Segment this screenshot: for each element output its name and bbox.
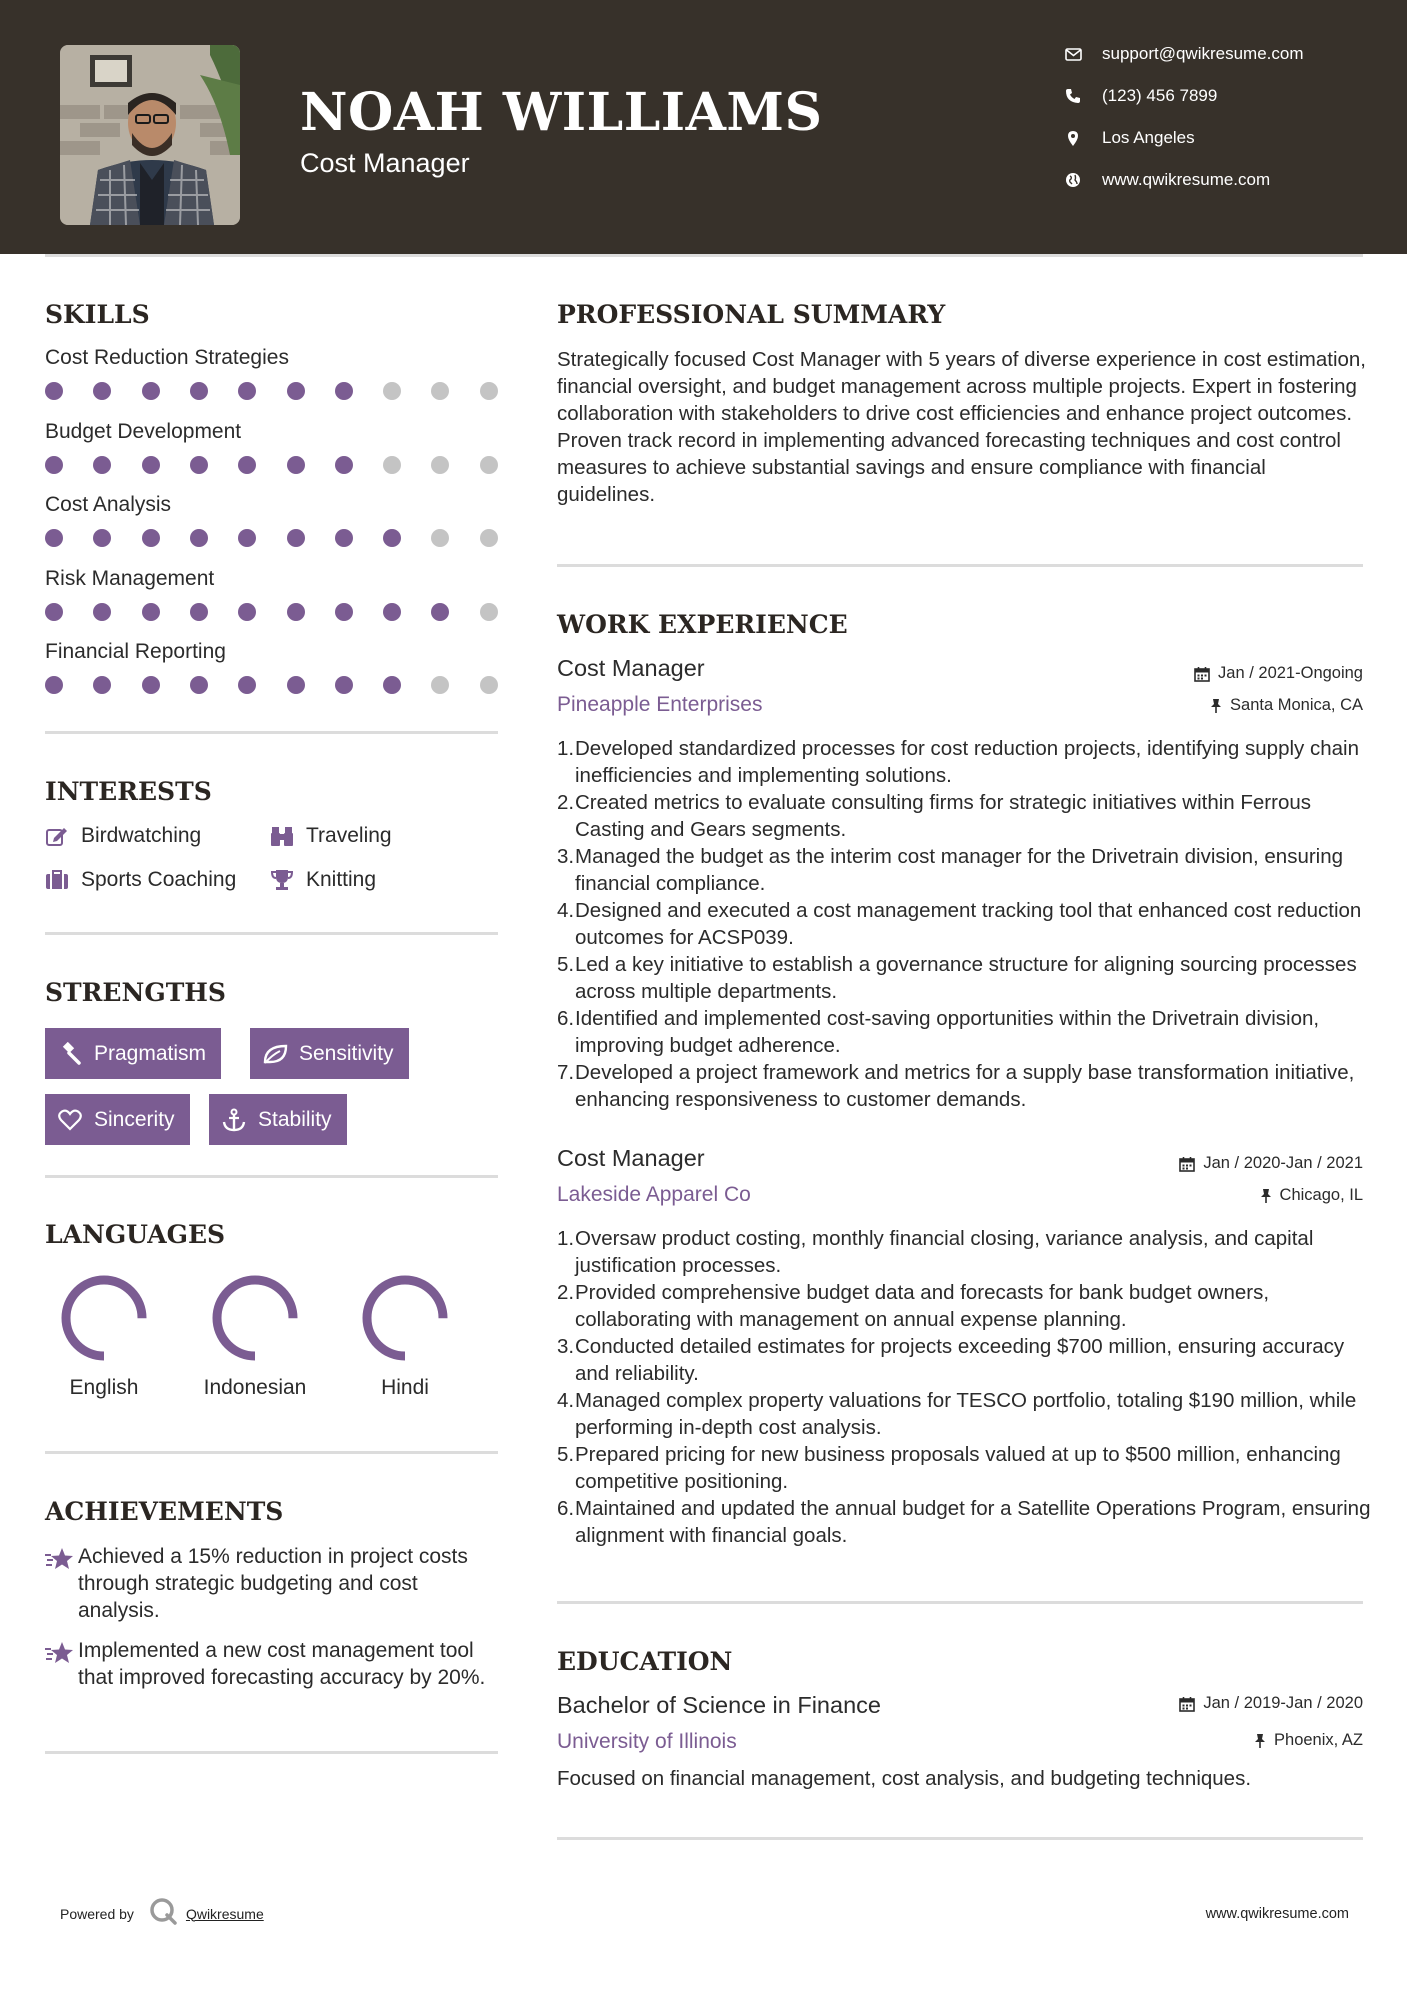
contact-location [1063,124,1195,152]
skill-name: Financial Reporting [45,640,226,663]
job-dates [1179,1154,1363,1173]
education-dates [1179,1694,1363,1713]
achievement-text: Implemented a new cost management tool that improved forecasting accuracy by 20%. [78,1639,486,1689]
rating-dot-filled [287,529,305,547]
job-dates-text: Jan / 2021-Ongoing [1218,664,1363,682]
rating-dot-filled [142,456,160,474]
skill-rating [45,603,505,623]
rating-dot-filled [287,382,305,400]
job-role: Cost Manager [557,1145,705,1171]
experience-heading: WORK EXPERIENCE [557,610,848,639]
rating-dot-filled [287,456,305,474]
interest-label: Traveling [306,824,392,847]
bullet-number: 4. [557,1389,575,1412]
job-location-text: Chicago, IL [1279,1186,1363,1204]
education-school: University of Illinois [557,1730,737,1753]
anchor-icon [221,1108,247,1132]
language-level-ring [359,1272,451,1364]
profile-photo [60,45,240,225]
job-bullet [557,1441,1377,1495]
globe-icon [1063,170,1083,190]
strength-tag [209,1094,347,1145]
job-company: Pineapple Enterprises [557,693,763,716]
job-bullet [557,1005,1377,1059]
interests-divider [45,932,498,935]
briefcase-icon [45,868,69,892]
skills-divider [45,731,498,734]
binoculars-icon [270,824,294,848]
gavel-icon [57,1042,83,1066]
bullet-text: Managed the budget as the interim cost manager for the Drivetrain division, ensuring financial compliance. [575,845,1344,895]
strengths-heading: STRENGTHS [45,978,226,1007]
strength-label: Sensitivity [299,1041,394,1065]
bullet-text: Oversaw product costing, monthly financial closing, variance analysis, and capital justification processes. [575,1227,1314,1277]
job-bullet [557,1279,1377,1333]
rating-dot-filled [142,382,160,400]
bullet-text: Created metrics to evaluate consulting firms for strategic initiatives within Ferrous Casting and Gears segments. [575,791,1312,841]
job-bullet [557,897,1377,951]
rating-dot-empty [480,382,498,400]
language-level-ring [58,1272,150,1364]
language-item [29,1272,179,1400]
achievements-heading: ACHIEVEMENTS [45,1497,284,1526]
job-role: Cost Manager [557,655,705,681]
rating-dot-filled [238,603,256,621]
trophy-icon [270,868,294,892]
rating-dot-empty [383,456,401,474]
skills-heading: SKILLS [45,300,150,329]
skill-name: Risk Management [45,566,215,590]
bullet-number: 1. [557,737,575,760]
rating-dot-filled [142,676,160,694]
skill-name: Budget Development [45,419,242,443]
skill-name: Cost Analysis [45,493,172,516]
rating-dot-empty [480,603,498,621]
bullet-text: Identified and implemented cost-saving opportunities within the Drivetrain division, improving budget adherence. [575,1007,1320,1057]
bullet-text: Conducted detailed estimates for projects exceeding $700 million, ensuring accuracy and reliability. [575,1335,1345,1385]
rating-dot-filled [142,529,160,547]
envelope-icon [1063,44,1083,64]
contact-location-text: Los Angeles [1102,128,1195,147]
rating-dot-empty [431,382,449,400]
rating-dot-filled [335,382,353,400]
education-dates-text: Jan / 2019-Jan / 2020 [1203,1694,1363,1712]
achievement-item [44,1543,504,1624]
rating-dot-filled [335,456,353,474]
language-level-arc [217,1280,293,1356]
phone-icon [1063,86,1083,106]
bullet-text: Developed a project framework and metrics for a supply base transformation initiative, enhancing responsiveness to customer demands. [575,1061,1355,1111]
contact-phone-text: (123) 456 7899 [1102,86,1218,105]
achievement-item [44,1637,504,1691]
interest-item [270,868,376,892]
skill-rating [45,382,505,402]
education-description: Focused on financial management, cost analysis, and budgeting techniques. [557,1767,1252,1790]
skill-rating [45,456,505,476]
skill-rating [45,676,505,696]
job-bullets [557,1225,1377,1549]
footer-powered-by [60,1896,264,1931]
leaf-icon [262,1042,288,1066]
job-bullets [557,735,1377,1113]
rating-dot-filled [93,382,111,400]
job-dates [1194,664,1363,683]
job-bullet [557,735,1377,789]
pushpin-icon [1260,1188,1272,1204]
bullet-number: 6. [557,1007,575,1030]
interest-label: Knitting [306,868,377,891]
qwikresume-logo-icon [148,1896,178,1931]
pushpin-icon [1210,698,1222,714]
strength-tag [45,1028,221,1079]
interest-item [270,824,392,848]
rating-dot-filled [142,603,160,621]
star-burst-icon [44,1543,78,1624]
rating-dot-filled [93,456,111,474]
contact-phone[interactable] [1063,82,1217,110]
education-location-text: Phoenix, AZ [1274,1731,1363,1749]
job-location-text: Santa Monica, CA [1230,696,1363,714]
bullet-number: 6. [557,1497,575,1520]
footer-website[interactable]: www.qwikresume.com [1205,1906,1349,1922]
bullet-number: 5. [557,1443,575,1466]
rating-dot-empty [383,382,401,400]
rating-dot-filled [45,676,63,694]
rating-dot-filled [45,603,63,621]
rating-dot-filled [335,603,353,621]
summary-text: Strategically focused Cost Manager with 5 years of diverse experience in cost estimation, financial oversight, and budget management across multiple projects. Expert in fostering collaboration with stakeholders to drive cost efficiencies and enhance project outcomes. Proven track record in implementing advanced forecasting techniques and cost control measures to achieve substantial savings and ensure compliance with financial guidelines. [557,348,1366,506]
strength-tag [250,1028,409,1079]
bullet-text: Managed complex property valuations for TESCO portfolio, totaling $190 million, while performing in-depth cost analysis. [575,1389,1357,1439]
bullet-number: 3. [557,845,575,868]
rating-dot-filled [335,529,353,547]
rating-dot-filled [93,603,111,621]
achievements-divider [45,1751,498,1754]
summary-heading: PROFESSIONAL SUMMARY [557,300,946,329]
bullet-text: Designed and executed a cost management tracking tool that enhanced cost reduction outcomes for ACSP039. [575,899,1362,949]
contact-email-text: support@qwikresume.com [1102,44,1304,63]
interests-heading: INTERESTS [45,777,212,806]
interest-label: Sports Coaching [81,868,237,891]
rating-dot-filled [238,529,256,547]
interest-item [45,824,201,848]
calendar-icon [1179,1156,1195,1172]
job-dates-text: Jan / 2020-Jan / 2021 [1203,1154,1363,1172]
job-bullet [557,1059,1377,1113]
bullet-text: Provided comprehensive budget data and forecasts for bank budget owners, collaborating with management on annual expense planning. [575,1281,1270,1331]
experience-divider [557,1601,1363,1604]
skill-rating [45,529,505,549]
job-location [1210,696,1363,715]
job-bullet [557,789,1377,843]
language-level-arc [367,1280,443,1356]
education-divider [557,1837,1363,1840]
rating-dot-empty [431,676,449,694]
strengths-divider [45,1175,498,1178]
language-name: Hindi [381,1376,429,1399]
pushpin-icon [1254,1733,1266,1749]
rating-dot-filled [238,382,256,400]
rating-dot-filled [45,529,63,547]
candidate-name: NOAH WILLIAMS [300,82,823,143]
education-location [1254,1731,1363,1750]
rating-dot-filled [287,603,305,621]
summary-divider [557,564,1363,567]
rating-dot-filled [335,676,353,694]
star-burst-icon [44,1637,78,1691]
language-item [180,1272,330,1400]
contact-website-text: www.qwikresume.com [1102,170,1271,189]
candidate-title: Cost Manager [300,148,470,178]
rating-dot-empty [480,456,498,474]
qwikresume-link[interactable]: Qwikresume [185,1905,264,1922]
rating-dot-filled [93,529,111,547]
bullet-number: 2. [557,791,575,814]
job-bullet [557,1333,1377,1387]
rating-dot-filled [45,382,63,400]
calendar-icon [1194,666,1210,682]
calendar-icon [1179,1696,1195,1712]
rating-dot-filled [431,603,449,621]
rating-dot-filled [287,676,305,694]
rating-dot-empty [480,676,498,694]
strength-label: Sincerity [94,1107,175,1131]
achievement-text: Achieved a 15% reduction in project costs through strategic budgeting and cost analysis. [78,1545,468,1622]
rating-dot-filled [190,456,208,474]
resume-header [0,0,1407,254]
header-divider [45,254,1363,257]
bullet-number: 1. [557,1227,575,1250]
rating-dot-filled [238,456,256,474]
rating-dot-filled [45,456,63,474]
interest-item [45,868,236,892]
powered-by-text: Powered by [60,1905,134,1922]
bullet-text: Maintained and updated the annual budget for a Satellite Operations Program, ensuring alignment with financial goals. [575,1497,1371,1547]
language-name: English [69,1376,139,1399]
rating-dot-filled [93,676,111,694]
language-level-ring [209,1272,301,1364]
rating-dot-filled [383,676,401,694]
pencil-square-icon [45,824,69,848]
map-pin-icon [1063,128,1083,148]
rating-dot-filled [190,603,208,621]
rating-dot-filled [238,676,256,694]
strength-tag [45,1094,190,1145]
contact-website[interactable] [1063,166,1270,194]
heart-icon [57,1108,83,1132]
skill-name: Cost Reduction Strategies [45,346,289,369]
job-bullet [557,951,1377,1005]
languages-divider [45,1451,498,1454]
rating-dot-filled [190,529,208,547]
strength-label: Pragmatism [94,1041,207,1065]
bullet-text: Developed standardized processes for cost reduction projects, identifying supply chain inefficiencies and implementing solutions. [575,737,1359,787]
education-heading: EDUCATION [557,1647,733,1676]
contact-email[interactable] [1063,40,1304,68]
bullet-text: Prepared pricing for new business proposals valued at up to $500 million, enhancing competitive positioning. [575,1443,1341,1493]
bullet-number: 4. [557,899,575,922]
rating-dot-filled [190,382,208,400]
job-company: Lakeside Apparel Co [557,1183,751,1206]
rating-dot-filled [383,529,401,547]
bullet-number: 3. [557,1335,575,1358]
bullet-number: 2. [557,1281,575,1304]
rating-dot-filled [383,603,401,621]
interest-label: Birdwatching [81,824,202,847]
rating-dot-empty [431,456,449,474]
languages-heading: LANGUAGES [45,1220,226,1249]
job-bullet [557,1495,1377,1549]
job-location [1260,1186,1363,1205]
job-bullet [557,1387,1377,1441]
rating-dot-filled [190,676,208,694]
language-level-arc [66,1280,142,1356]
language-item [330,1272,480,1400]
job-bullet [557,843,1377,897]
language-name: Indonesian [203,1376,307,1399]
education-degree: Bachelor of Science in Finance [557,1692,881,1718]
strength-label: Stability [258,1107,332,1131]
rating-dot-empty [480,529,498,547]
bullet-number: 7. [557,1061,575,1084]
bullet-number: 5. [557,953,575,976]
bullet-text: Led a key initiative to establish a governance structure for aligning sourcing processes across multiple departments. [575,953,1357,1003]
rating-dot-empty [431,529,449,547]
job-bullet [557,1225,1377,1279]
